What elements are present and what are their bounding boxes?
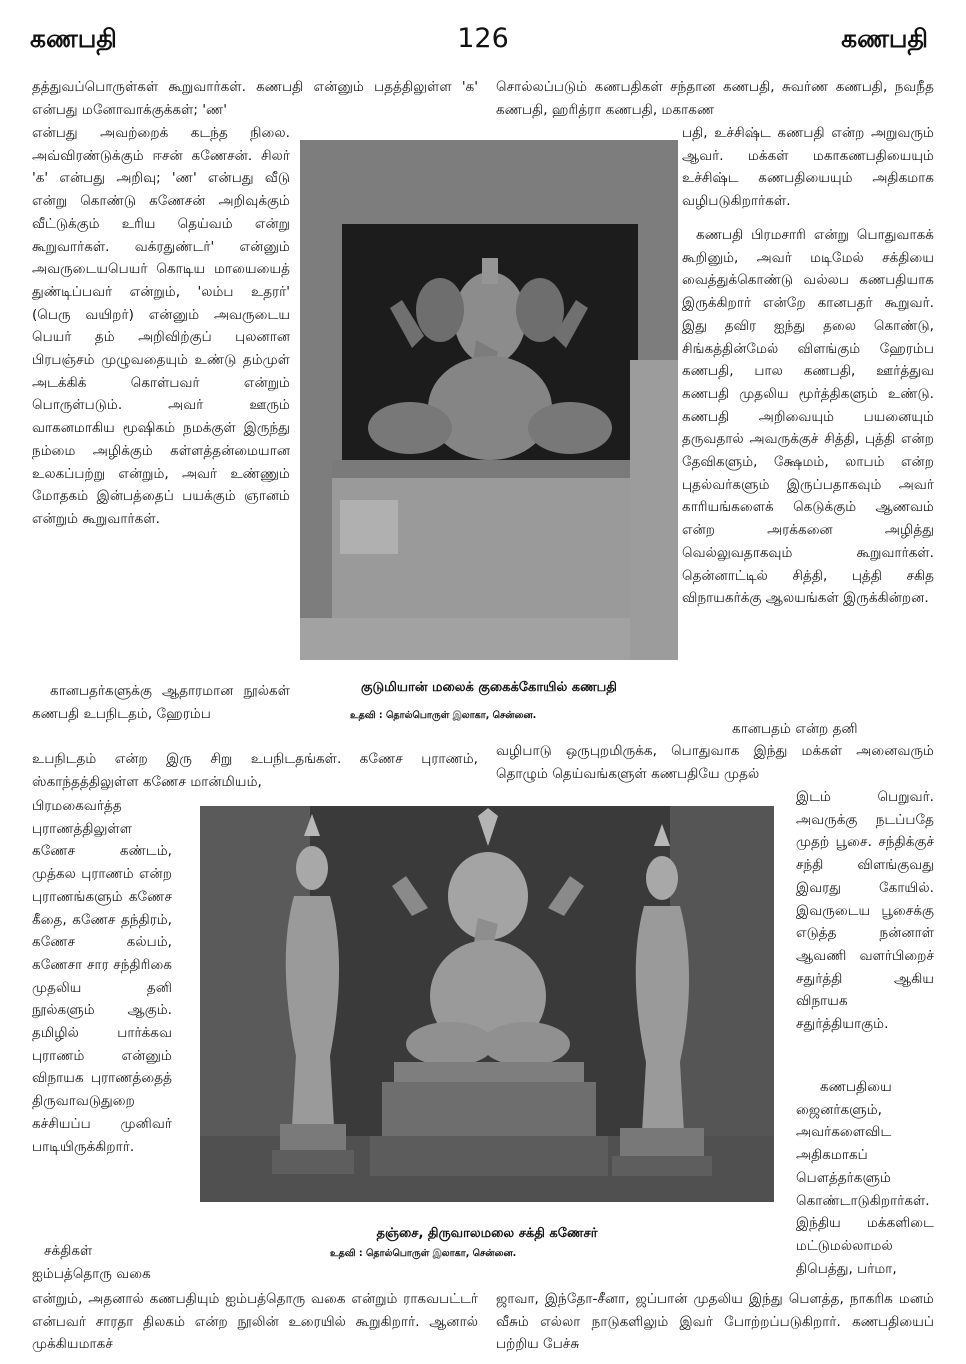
- right-text-narrow-1: பதி, உச்சிஷ்ட கணபதி என்ற அறுவரும் ஆவர். மக்கள் மகாகணபதியையும் உச்சிஷ்ட கணபதியையும் அதிகமாக வழிபடுகிறார்கள்.: [682, 125, 939, 210]
- figure2-credit: உதவி : தொல்பொருள் இலாகா, சென்னை.: [330, 1248, 517, 1259]
- right-text-wide: வழிபாடு ஒருபுறமிருக்க, பொதுவாக இந்து மக்கள் அனைவரும் தொழும் தெய்வங்களுள் கணபதியே முதல்: [496, 743, 939, 782]
- left-text-narrow-4: சக்திகள் ஐம்பத்தொரு வகை: [32, 1243, 151, 1282]
- figure1-caption: குடுமியான் மலைக் குகைக்கோயில் கணபதி: [361, 680, 617, 695]
- left-text-narrow-1: என்பது அவற்றைக் கடந்த நிலை. அவ்விரண்டுக்கும் ஈசன் கணேசன். சிலர் 'க' என்பது அறிவு; 'ண' என்பது வீடு என்று கொண்டு கணேசன் அறிவுக்கும் வீட்டுக்கும் உரிய தெய்வம் என்று கூறுவார்கள். வக்ரதுண்டர்' என்னும் அவருடையபெயர் கொடிய மாயையைத் துண்டிப்பவர் என்றும், 'லம்ப உதரர்' (பெரு வயிறர்) என்னும் அவருடைய பெயர் தம் அறிவிற்குப் புலனான பிரபஞ்சம் முழுவதையும் உண்டு தம்முள் அடக்கிக் கொள்பவர் என்றும் பொருள்படும். அவர் ஊரும் வாகனமாகிய மூஷிகம் நமக்குள் இருந்து நம்மை அழிக்கும் கள்ளத்தன்மையான உலகப்பற்று என்றும், அவர் உண்ணும் மோதகம் இன்பத்தைப் பயக்கும் ஞானம் என்றும் கூறுவார்கள்.: [32, 125, 295, 527]
- right-text-top: சொல்லப்படும் கணபதிகள் சந்தான கணபதி, சுவர்ண கணபதி, நவநீத கணபதி, ஹரித்ரா கணபதி, மகாகண: [496, 79, 939, 118]
- left-text-wide: உபநிடதம் என்ற இரு சிறு உபநிடதங்கள். கணேச புராணம், ஸ்காந்தத்திலுள்ள கணேச மான்மியம்,: [32, 751, 483, 790]
- right-text-narrow-3: கானபதம் என்ற தனி: [732, 721, 858, 737]
- left-text-top: தத்துவப்பொருள்கள் கூறுவார்கள். கணபதி என்னும் பதத்திலுள்ள 'க' என்பது மனோவாக்குக்கள்; 'ண': [32, 79, 483, 118]
- cave-ganapati-illustration: [300, 140, 678, 660]
- page-number: 126: [457, 23, 509, 54]
- left-text-narrow-2: கானபதர்களுக்கு ஆதாரமான நூல்கள் கணபதி உபநிடதம், ஹேரம்ப: [32, 683, 295, 722]
- right-text-narrow-2: கணபதி பிரமசாரி என்று பொதுவாகக் கூறினும், அவர் மடிமேல் சக்தியை வைத்துக்கொண்டு வல்லப கணபதியாக இருக்கிறார் என்றே கானபதர் கூறுவர். இது தவிர ஐந்து தலை கொண்டு, சிங்கத்தின்மேல் விளங்கும் ஹேரம்ப கணபதி, பால கணபதி, ஊர்த்துவ கணபதி முதலிய மூர்த்திகளும் உண்டு. கணபதி அறிவையும் பயனையும் தருவதால் அவருக்குச் சித்தி, புத்தி என்ற தேவிகளும், க்ஷேமம், லாபம் என்ற புதல்வர்களும் இருப்பதாகவும் அவர் காரியங்களைக் கெடுக்கும் ஆணவம் என்ற அரக்கனை அழித்து வெல்லுவதாகவும் கூறுவார்கள். தென்னாட்டில் சித்தி, புத்தி சகித விநாயகர்க்கு ஆலயங்கள் இருக்கின்றன.: [682, 227, 939, 607]
- running-head-right: கணபதி: [841, 24, 928, 53]
- left-text-bottom: என்றும், அதனால் கணபதியும் ஐம்பத்தொரு வகை என்றும் ராகவபட்டர் என்பவர் சாரதா திலகம் என்ற நூலின் உரையில் கூறுகிறார். ஆனால் முக்கியமாகச்: [32, 1291, 483, 1353]
- cave-ganapati-photo: [300, 140, 678, 660]
- running-head-left: கணபதி: [30, 24, 117, 53]
- figure2-caption: தஞ்சை, திருவாலமலை சக்தி கணேசர்: [376, 1226, 598, 1241]
- right-text-narrow-4: இடம் பெறுவர். அவருக்கு நடப்பதே முதற் பூசை. சந்திக்குச் சந்தி விளங்குவது இவரது கோயில். இவருடைய பூசைக்கு எடுத்த நன்னாள் ஆவணி வளர்பிறைச் சதுர்த்தி ஆகிய விநாயக சதுர்த்தியாகும்.: [796, 789, 939, 1033]
- right-text-narrow-5: கணபதியை ஜைனர்களும், அவர்களைவிட அதிகமாகப் பௌத்தர்களும் கொண்டாடுகிறார்கள். இந்திய மக்களிடை மட்டுமல்லாமல் திபெத்து, பர்மா,: [796, 1079, 939, 1277]
- bronze-ganesha-illustration: [200, 806, 774, 1202]
- left-text-narrow-3: பிரமகைவர்த்த புராணத்திலுள்ள கணேச கண்டம், முத்கல புராணம் என்ற புராணங்களும் கணேச கீதை, கணேச தந்திரம், கணேச கல்பம், கணேசா சார சந்திரிகை முதலிய தனி நூல்களும் ஆகும். தமிழில் பார்க்கவ புராணம் என்னும் விநாயக புராணத்தைத் திருவாவடுதுறை கச்சியப்ப முனிவர் பாடியிருக்கிறார்.: [32, 798, 177, 1155]
- bronze-ganesha-photo: [200, 806, 774, 1202]
- figure1-credit: உதவி : தொல்பொருள் இலாகா, சென்னை.: [350, 710, 537, 721]
- right-text-bottom: ஜாவா, இந்தோ-சீனா, ஜப்பான் முதலிய இந்து பௌத்த, நாகரிக மனம் வீசும் எல்லா நாடுகளிலும் இவர் போற்றப்படுகிறார். கணபதியைப் பற்றிய பேச்சு: [496, 1291, 939, 1353]
